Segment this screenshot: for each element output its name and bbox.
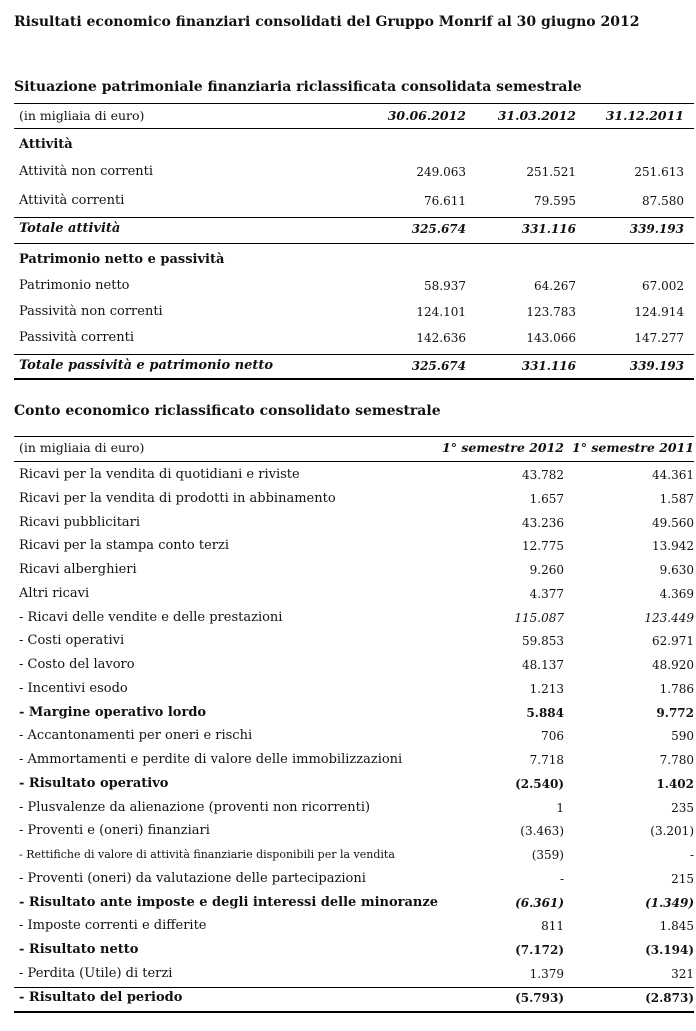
row-value: 147.277	[634, 331, 684, 345]
table-row	[14, 328, 694, 348]
row-value: 590	[671, 729, 694, 744]
assets-total-bottom-rule	[14, 243, 694, 244]
table-row	[14, 988, 694, 1008]
table-row	[14, 191, 694, 211]
row-value: 4.369	[659, 586, 694, 601]
row-value: (3.201)	[650, 824, 694, 839]
table-row	[14, 703, 694, 723]
income-header-rule	[14, 461, 694, 462]
row-value: 1.657	[529, 491, 564, 506]
row-label: Attività correnti	[19, 193, 125, 208]
row-value: 143.066	[526, 331, 576, 345]
balance-col-1-header: 30.06.2012	[387, 108, 466, 123]
row-label: Ricavi per la vendita di quotidiani e riviste	[19, 467, 300, 482]
row-label: - Accantonamenti per oneri e rischi	[19, 728, 253, 744]
row-label: Ricavi pubblicitari	[19, 514, 141, 530]
row-label: - Ammortamenti e perdite di valore delle immobilizzazioni	[19, 752, 403, 767]
row-value: 249.063	[416, 165, 466, 179]
table-row	[14, 608, 694, 628]
row-label: - Incentivi esodo	[19, 680, 128, 696]
row-label: Altri ricavi	[19, 585, 90, 601]
row-value: 123.449	[644, 610, 694, 625]
table-row	[14, 940, 694, 960]
income-top-rule	[14, 436, 694, 437]
row-value: 1.379	[529, 966, 564, 981]
balance-col-3-header: 31.12.2011	[605, 108, 684, 123]
row-value: 331.116	[521, 222, 576, 236]
table-row	[14, 916, 694, 936]
table-row	[14, 679, 694, 699]
row-label: Ricavi per la stampa conto terzi	[19, 538, 229, 554]
liabilities-section-label: Patrimonio netto e passività	[19, 252, 225, 267]
row-label: Ricavi per la vendita di prodotti in abbinamento	[19, 490, 336, 506]
row-value: 1	[556, 800, 564, 815]
row-value: (2.540)	[515, 776, 564, 791]
liabilities-section-heading	[14, 250, 694, 270]
table-row	[14, 489, 694, 509]
row-value: 142.636	[416, 331, 466, 345]
row-value: 235	[671, 800, 694, 815]
row-value: 48.137	[522, 658, 564, 672]
row-value: 124.101	[416, 305, 466, 319]
assets-section-heading	[14, 135, 694, 155]
row-value: (1.349)	[645, 895, 694, 910]
row-label: - Costi operativi	[19, 633, 125, 649]
row-value: 44.361	[652, 468, 694, 482]
row-value: (2.873)	[645, 990, 694, 1005]
row-label: - Rettifiche di valore di attività finanziarie disponibili per la vendita	[19, 848, 395, 861]
row-value: 79.595	[534, 194, 576, 208]
table-row	[14, 513, 694, 533]
row-value: 321	[671, 966, 694, 981]
row-value: 5.884	[526, 705, 564, 720]
row-value: 215	[671, 871, 694, 886]
row-value: -	[689, 848, 694, 862]
row-value: 251.613	[634, 165, 684, 179]
row-label: - Risultato del periodo	[19, 989, 183, 1005]
table-row	[14, 774, 694, 794]
row-value: 12.775	[522, 539, 564, 554]
income-header-row	[14, 438, 694, 458]
row-label: Attività non correnti	[19, 164, 154, 179]
table-row	[14, 560, 694, 580]
row-value: 811	[541, 919, 564, 934]
row-value: 13.942	[652, 539, 694, 554]
table-row	[14, 750, 694, 770]
balance-bottom-rule	[14, 378, 694, 380]
table-row	[14, 964, 694, 984]
row-value: (6.361)	[515, 895, 564, 910]
row-label: - Risultato netto	[19, 942, 139, 957]
row-value: 62.971	[652, 634, 694, 649]
balance-header-row	[14, 106, 694, 126]
row-label: - Proventi (oneri) da valutazione delle partecipazioni	[19, 870, 366, 886]
row-label: - Plusvalenze da alienazione (proventi non ricorrenti)	[19, 799, 371, 815]
table-row	[14, 726, 694, 746]
row-value: 64.267	[534, 279, 576, 293]
row-label: Totale passività e patrimonio netto	[19, 358, 274, 373]
row-value: (3.194)	[645, 943, 694, 957]
row-label: - Ricavi delle vendite e delle prestazioni	[19, 609, 283, 625]
total-liabilities-row	[14, 356, 694, 376]
row-label: - Risultato ante imposte e degli interessi delle minoranze	[19, 894, 439, 910]
balance-sheet-title: Situazione patrimoniale finanziaria riclassificata consolidata semestrale	[14, 79, 582, 95]
income-statement-title: Conto economico riclassificato consolidato semestrale	[14, 403, 441, 419]
row-value: 48.920	[652, 658, 694, 672]
row-value: 59.853	[522, 634, 564, 649]
income-col-1-header: 1° semestre 2012	[442, 440, 564, 455]
row-label: Totale attività	[19, 221, 121, 236]
row-value: 325.674	[411, 359, 466, 373]
row-value: 331.116	[521, 359, 576, 373]
row-value: 7.718	[529, 753, 564, 767]
balance-header-rule	[14, 128, 694, 129]
row-label: Patrimonio netto	[19, 278, 130, 293]
liabilities-total-rule	[14, 354, 694, 355]
row-value: 1.786	[659, 681, 694, 696]
row-label: - Margine operativo lordo	[19, 704, 207, 720]
document-title: Risultati economico finanziari consolidati del Gruppo Monrif al 30 giugno 2012	[14, 14, 640, 30]
table-row	[14, 276, 694, 296]
row-value: 43.782	[522, 468, 564, 482]
row-label: - Imposte correnti e differite	[19, 918, 207, 934]
row-value: 706	[541, 729, 564, 744]
row-value: 115.087	[514, 610, 564, 625]
table-row	[14, 631, 694, 651]
table-row	[14, 845, 694, 865]
table-row	[14, 655, 694, 675]
balance-col-2-header: 31.03.2012	[497, 108, 576, 123]
row-value: -	[559, 871, 564, 886]
table-row	[14, 536, 694, 556]
table-row	[14, 869, 694, 889]
row-value: 1.402	[656, 776, 694, 791]
row-value: 58.937	[424, 279, 466, 293]
table-row	[14, 798, 694, 818]
table-row	[14, 302, 694, 322]
total-assets-row	[14, 219, 694, 239]
row-value: (5.793)	[515, 990, 564, 1005]
balance-top-rule	[14, 103, 694, 104]
row-label: Passività correnti	[19, 330, 135, 345]
row-value: 87.580	[642, 194, 684, 208]
row-value: 43.236	[522, 515, 564, 530]
row-value: 1.587	[659, 491, 694, 506]
table-row	[14, 893, 694, 913]
row-value: 124.914	[634, 305, 684, 319]
row-value: (7.172)	[515, 943, 564, 957]
table-row	[14, 821, 694, 841]
row-label: Passività non correnti	[19, 304, 163, 319]
row-value: 76.611	[424, 194, 466, 208]
row-value: 325.674	[411, 222, 466, 236]
row-label: - Costo del lavoro	[19, 657, 135, 672]
assets-total-rule	[14, 217, 694, 218]
row-value: 67.002	[642, 279, 684, 293]
row-value: 123.783	[526, 305, 576, 319]
row-value: 9.772	[656, 705, 694, 720]
row-label: - Perdita (Utile) di terzi	[19, 965, 173, 981]
income-bottom-rule	[14, 1011, 694, 1013]
row-value: 7.780	[659, 753, 694, 767]
row-label: - Risultato operativo	[19, 775, 169, 791]
row-value: 9.630	[659, 563, 694, 577]
balance-unit-label: (in migliaia di euro)	[19, 108, 145, 123]
row-label: Ricavi alberghieri	[19, 562, 137, 577]
table-row	[14, 584, 694, 604]
income-col-2-header: 1° semestre 2011	[572, 440, 694, 455]
row-value: 4.377	[529, 586, 564, 601]
row-value: 339.193	[629, 359, 684, 373]
row-value: 1.845	[659, 919, 694, 934]
assets-section-label: Attività	[19, 137, 73, 152]
row-value: 339.193	[629, 222, 684, 236]
row-value: 1.213	[529, 681, 564, 696]
row-label: - Proventi e (oneri) finanziari	[19, 823, 210, 839]
row-value: 49.560	[652, 515, 694, 530]
row-value: 9.260	[529, 563, 564, 577]
table-row	[14, 162, 694, 182]
row-value: (3.463)	[520, 824, 564, 839]
income-unit-label: (in migliaia di euro)	[19, 440, 145, 455]
table-row	[14, 465, 694, 485]
row-value: (359)	[531, 848, 564, 862]
row-value: 251.521	[526, 165, 576, 179]
